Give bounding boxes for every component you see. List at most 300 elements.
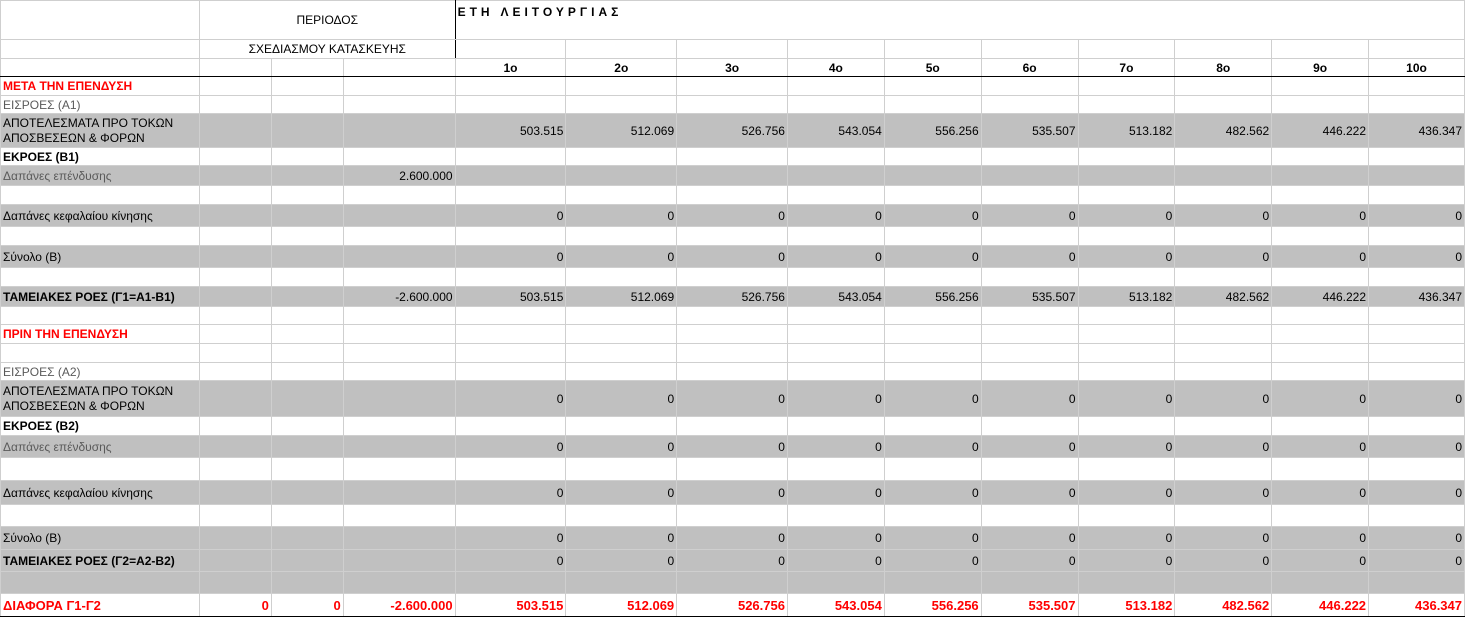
cell[interactable] xyxy=(566,227,677,246)
value-cell[interactable]: 436.347 xyxy=(1369,287,1465,307)
year-cell[interactable]: 7ο xyxy=(1078,59,1175,77)
value-cell[interactable]: 0 xyxy=(981,246,1078,268)
cell[interactable] xyxy=(787,96,884,114)
cell[interactable] xyxy=(199,227,271,246)
cell[interactable] xyxy=(884,96,981,114)
value-cell[interactable]: 0 xyxy=(455,205,566,227)
cell[interactable] xyxy=(1175,77,1272,96)
cell[interactable] xyxy=(199,186,271,205)
cell[interactable] xyxy=(1369,572,1465,594)
cell[interactable] xyxy=(1078,572,1175,594)
value-cell[interactable]: 535.507 xyxy=(981,594,1078,617)
value-cell[interactable]: 446.222 xyxy=(1272,287,1369,307)
cell[interactable] xyxy=(566,505,677,527)
cell[interactable] xyxy=(787,186,884,205)
value-cell[interactable]: 0 xyxy=(787,205,884,227)
cell[interactable] xyxy=(1272,77,1369,96)
value-cell[interactable]: 0 xyxy=(1272,550,1369,572)
outflows-label[interactable]: ΕΚΡΟΕΣ (Β1) xyxy=(1,148,200,166)
cell[interactable] xyxy=(981,186,1078,205)
cell[interactable] xyxy=(271,166,343,186)
cell[interactable] xyxy=(343,114,455,148)
cell[interactable] xyxy=(1078,325,1175,344)
cell[interactable] xyxy=(199,114,271,148)
cell[interactable] xyxy=(343,268,455,287)
cell[interactable] xyxy=(1,1,200,40)
cell[interactable] xyxy=(199,527,271,550)
cell[interactable] xyxy=(1272,344,1369,363)
cell[interactable] xyxy=(1078,344,1175,363)
cell[interactable] xyxy=(1369,166,1465,186)
cell[interactable] xyxy=(271,96,343,114)
results-label[interactable] xyxy=(1,381,200,417)
cell[interactable] xyxy=(981,268,1078,287)
cell[interactable] xyxy=(884,40,981,59)
cell[interactable] xyxy=(199,344,271,363)
cell[interactable] xyxy=(271,481,343,505)
cell[interactable] xyxy=(455,325,566,344)
value-cell[interactable]: 0 xyxy=(1175,527,1272,550)
cell[interactable] xyxy=(566,77,677,96)
value-cell[interactable]: 0 xyxy=(677,205,788,227)
period-header[interactable] xyxy=(199,1,455,40)
cell[interactable] xyxy=(1,572,200,594)
cell[interactable] xyxy=(884,458,981,481)
value-cell[interactable]: 0 xyxy=(1175,205,1272,227)
cell[interactable] xyxy=(343,417,455,436)
cell[interactable] xyxy=(199,268,271,287)
cell[interactable] xyxy=(1175,572,1272,594)
cell[interactable] xyxy=(566,40,677,59)
cell[interactable] xyxy=(1272,96,1369,114)
cell[interactable] xyxy=(677,186,788,205)
total-label[interactable]: Σύνολο (Β) xyxy=(1,527,200,550)
cell[interactable] xyxy=(343,77,455,96)
cell[interactable] xyxy=(787,268,884,287)
cell[interactable] xyxy=(455,148,566,166)
cell[interactable] xyxy=(1175,325,1272,344)
cell[interactable] xyxy=(787,77,884,96)
cell[interactable] xyxy=(199,307,271,325)
cell[interactable] xyxy=(1369,186,1465,205)
cell[interactable] xyxy=(199,166,271,186)
cell[interactable] xyxy=(271,59,343,77)
cell[interactable] xyxy=(199,417,271,436)
value-cell[interactable]: 0 xyxy=(884,481,981,505)
cell[interactable] xyxy=(1369,77,1465,96)
cell[interactable] xyxy=(787,227,884,246)
cell[interactable] xyxy=(343,59,455,77)
cell[interactable] xyxy=(455,166,566,186)
cell[interactable] xyxy=(1175,344,1272,363)
value-cell[interactable]: 0 xyxy=(1272,527,1369,550)
cell[interactable] xyxy=(1,458,200,481)
cell[interactable] xyxy=(1175,148,1272,166)
cell[interactable] xyxy=(343,186,455,205)
cell[interactable] xyxy=(1272,363,1369,381)
year-cell[interactable]: 5ο xyxy=(884,59,981,77)
cell[interactable] xyxy=(884,186,981,205)
value-cell[interactable]: 0 xyxy=(1078,481,1175,505)
value-cell[interactable]: 0 xyxy=(677,481,788,505)
value-cell[interactable]: 436.347 xyxy=(1369,594,1465,617)
value-cell[interactable]: 0 xyxy=(1369,381,1465,417)
value-cell[interactable]: 0 xyxy=(981,205,1078,227)
cell[interactable] xyxy=(884,417,981,436)
cell[interactable] xyxy=(884,344,981,363)
cell[interactable] xyxy=(566,268,677,287)
cell[interactable] xyxy=(884,363,981,381)
value-cell[interactable]: 0 xyxy=(787,550,884,572)
value-cell[interactable]: 0 xyxy=(455,527,566,550)
cell[interactable] xyxy=(1369,363,1465,381)
cell[interactable] xyxy=(1369,268,1465,287)
cell[interactable] xyxy=(981,40,1078,59)
cell[interactable] xyxy=(787,166,884,186)
cell[interactable] xyxy=(981,227,1078,246)
value-cell[interactable]: 513.182 xyxy=(1078,594,1175,617)
cell[interactable] xyxy=(271,527,343,550)
cell[interactable] xyxy=(677,96,788,114)
cell[interactable] xyxy=(1369,148,1465,166)
cell[interactable] xyxy=(343,505,455,527)
inflows-label[interactable]: ΕΙΣΡΟΕΣ (Α2) xyxy=(1,363,200,381)
cell[interactable] xyxy=(566,417,677,436)
cell[interactable] xyxy=(677,572,788,594)
cell[interactable] xyxy=(981,166,1078,186)
cell[interactable] xyxy=(566,166,677,186)
value-cell[interactable]: 535.507 xyxy=(981,287,1078,307)
cell[interactable] xyxy=(566,572,677,594)
cell[interactable] xyxy=(677,148,788,166)
cell[interactable] xyxy=(199,287,271,307)
cell[interactable] xyxy=(884,307,981,325)
value-cell[interactable]: 0 xyxy=(455,246,566,268)
value-cell[interactable]: 446.222 xyxy=(1272,594,1369,617)
cell[interactable] xyxy=(1272,227,1369,246)
cell[interactable] xyxy=(199,246,271,268)
years-header[interactable] xyxy=(455,1,1464,40)
value-cell[interactable]: 0 xyxy=(1272,481,1369,505)
value-cell[interactable]: 0 xyxy=(1078,205,1175,227)
year-cell[interactable]: 1ο xyxy=(455,59,566,77)
cell[interactable] xyxy=(566,307,677,325)
cell[interactable] xyxy=(677,363,788,381)
cell[interactable] xyxy=(455,186,566,205)
value-cell[interactable]: 0 xyxy=(1175,436,1272,458)
cell[interactable] xyxy=(566,96,677,114)
value-cell[interactable]: 0 xyxy=(455,550,566,572)
value-cell[interactable]: 0 xyxy=(981,527,1078,550)
cell[interactable] xyxy=(1272,40,1369,59)
value-cell[interactable]: 0 xyxy=(566,381,677,417)
cell[interactable] xyxy=(1272,148,1369,166)
cell[interactable] xyxy=(566,148,677,166)
cell[interactable] xyxy=(343,572,455,594)
cell[interactable] xyxy=(677,458,788,481)
value-cell[interactable]: -2.600.000 xyxy=(343,594,455,617)
inflows-label[interactable]: ΕΙΣΡΟΕΣ (Α1) xyxy=(1,96,200,114)
value-cell[interactable]: 512.069 xyxy=(566,594,677,617)
cell[interactable] xyxy=(1078,166,1175,186)
cell[interactable] xyxy=(271,505,343,527)
cell[interactable] xyxy=(787,363,884,381)
cell[interactable] xyxy=(1369,417,1465,436)
cell[interactable] xyxy=(677,325,788,344)
cell[interactable] xyxy=(1369,227,1465,246)
cell[interactable] xyxy=(271,417,343,436)
value-cell[interactable]: 0 xyxy=(1078,527,1175,550)
cell[interactable] xyxy=(1078,458,1175,481)
cell[interactable] xyxy=(566,325,677,344)
cell[interactable] xyxy=(343,205,455,227)
cell[interactable] xyxy=(981,148,1078,166)
cell[interactable] xyxy=(271,148,343,166)
cell[interactable] xyxy=(271,77,343,96)
value-cell[interactable]: 0 xyxy=(787,246,884,268)
cell[interactable] xyxy=(677,505,788,527)
value-cell[interactable]: 0 xyxy=(566,205,677,227)
cell[interactable] xyxy=(566,363,677,381)
cell[interactable] xyxy=(1272,186,1369,205)
value-cell[interactable]: 0 xyxy=(1369,481,1465,505)
value-cell[interactable]: 0 xyxy=(1369,550,1465,572)
value-cell[interactable]: 0 xyxy=(199,594,271,617)
value-cell[interactable]: 0 xyxy=(1078,246,1175,268)
working-label[interactable]: Δαπάνες κεφαλαίου κίνησης xyxy=(1,481,200,505)
cell[interactable] xyxy=(343,550,455,572)
value-cell[interactable]: 503.515 xyxy=(455,114,566,148)
value-cell[interactable]: 436.347 xyxy=(1369,114,1465,148)
value-cell[interactable]: 526.756 xyxy=(677,114,788,148)
cell[interactable] xyxy=(787,572,884,594)
cell[interactable] xyxy=(677,40,788,59)
cell[interactable] xyxy=(199,77,271,96)
value-cell[interactable]: 0 xyxy=(455,381,566,417)
cell[interactable] xyxy=(1369,344,1465,363)
cell[interactable] xyxy=(343,325,455,344)
cell[interactable] xyxy=(981,96,1078,114)
section-title-after[interactable]: ΜΕΤΑ ΤΗΝ ΕΠΕΝΔΥΣΗ xyxy=(1,77,200,96)
cell[interactable] xyxy=(199,436,271,458)
cell[interactable] xyxy=(271,114,343,148)
value-cell[interactable]: 0 xyxy=(566,246,677,268)
cell[interactable] xyxy=(455,227,566,246)
value-cell[interactable]: 0 xyxy=(884,246,981,268)
cell[interactable] xyxy=(1175,458,1272,481)
cell[interactable] xyxy=(787,344,884,363)
value-cell[interactable]: 0 xyxy=(1369,436,1465,458)
cell[interactable] xyxy=(199,205,271,227)
cell[interactable] xyxy=(271,458,343,481)
cell[interactable] xyxy=(1175,227,1272,246)
cell[interactable] xyxy=(1272,505,1369,527)
cell[interactable] xyxy=(884,227,981,246)
cell[interactable] xyxy=(884,166,981,186)
cell[interactable] xyxy=(455,96,566,114)
cell[interactable] xyxy=(566,344,677,363)
cell[interactable] xyxy=(271,307,343,325)
value-cell[interactable]: 0 xyxy=(787,436,884,458)
cell[interactable] xyxy=(677,417,788,436)
value-cell[interactable]: 446.222 xyxy=(1272,114,1369,148)
cell[interactable] xyxy=(981,363,1078,381)
value-cell[interactable]: 0 xyxy=(884,381,981,417)
cash-label[interactable]: ΤΑΜΕΙΑΚΕΣ ΡΟΕΣ (Γ2=Α2-Β2) xyxy=(1,550,200,572)
cell[interactable] xyxy=(677,344,788,363)
cell[interactable] xyxy=(199,148,271,166)
cell[interactable] xyxy=(787,307,884,325)
investment-label[interactable]: Δαπάνες επένδυσης xyxy=(1,166,200,186)
value-cell[interactable]: 0 xyxy=(566,550,677,572)
cell[interactable] xyxy=(1272,307,1369,325)
cell[interactable] xyxy=(271,205,343,227)
cell[interactable] xyxy=(1078,77,1175,96)
cell[interactable] xyxy=(1078,363,1175,381)
cell[interactable] xyxy=(455,505,566,527)
year-cell[interactable]: 10ο xyxy=(1369,59,1465,77)
value-cell[interactable]: 0 xyxy=(1272,436,1369,458)
value-cell[interactable]: 0 xyxy=(566,527,677,550)
value-cell[interactable]: 512.069 xyxy=(566,287,677,307)
cell[interactable] xyxy=(1,186,200,205)
value-cell[interactable]: 526.756 xyxy=(677,287,788,307)
value-cell[interactable]: 503.515 xyxy=(455,287,566,307)
cell[interactable] xyxy=(787,325,884,344)
cell[interactable] xyxy=(677,307,788,325)
cell[interactable] xyxy=(271,436,343,458)
year-cell[interactable]: 6ο xyxy=(981,59,1078,77)
cell[interactable] xyxy=(455,40,566,59)
cell[interactable] xyxy=(884,268,981,287)
construction-header[interactable] xyxy=(199,40,455,59)
value-cell[interactable]: 513.182 xyxy=(1078,287,1175,307)
value-cell[interactable]: 0 xyxy=(981,550,1078,572)
cell[interactable] xyxy=(981,325,1078,344)
cash-label[interactable]: ΤΑΜΕΙΑΚΕΣ ΡΟΕΣ (Γ1=Α1-Β1) xyxy=(1,287,200,307)
working-label[interactable]: Δαπάνες κεφαλαίου κίνησης xyxy=(1,205,200,227)
cell[interactable] xyxy=(884,325,981,344)
cell[interactable] xyxy=(271,186,343,205)
value-cell[interactable]: 512.069 xyxy=(566,114,677,148)
cell[interactable] xyxy=(981,307,1078,325)
cell[interactable] xyxy=(1175,505,1272,527)
cell[interactable] xyxy=(199,505,271,527)
cell[interactable] xyxy=(1,307,200,325)
cell[interactable] xyxy=(343,227,455,246)
value-cell[interactable]: 0 xyxy=(677,246,788,268)
value-cell[interactable]: 543.054 xyxy=(787,287,884,307)
cell[interactable] xyxy=(677,166,788,186)
cell[interactable] xyxy=(1078,268,1175,287)
cell[interactable] xyxy=(1369,96,1465,114)
value-cell[interactable]: 0 xyxy=(1175,246,1272,268)
year-cell[interactable]: 3ο xyxy=(677,59,788,77)
value-cell[interactable]: 0 xyxy=(884,550,981,572)
cell[interactable] xyxy=(271,550,343,572)
cell[interactable] xyxy=(343,148,455,166)
cell[interactable] xyxy=(884,505,981,527)
cell[interactable] xyxy=(1175,268,1272,287)
investment-label[interactable]: Δαπάνες επένδυσης xyxy=(1,436,200,458)
cell[interactable] xyxy=(343,363,455,381)
year-cell[interactable]: 9ο xyxy=(1272,59,1369,77)
value-cell[interactable]: 526.756 xyxy=(677,594,788,617)
cell[interactable] xyxy=(271,227,343,246)
cell[interactable] xyxy=(343,481,455,505)
value-cell[interactable]: 513.182 xyxy=(1078,114,1175,148)
cell[interactable] xyxy=(1272,166,1369,186)
value-cell[interactable]: 0 xyxy=(884,436,981,458)
total-label[interactable]: Σύνολο (Β) xyxy=(1,246,200,268)
cell[interactable] xyxy=(455,268,566,287)
cell[interactable] xyxy=(1,227,200,246)
cell[interactable] xyxy=(271,325,343,344)
value-cell[interactable]: 0 xyxy=(787,481,884,505)
cell[interactable] xyxy=(199,572,271,594)
cell[interactable] xyxy=(271,572,343,594)
cell[interactable] xyxy=(1369,505,1465,527)
cell[interactable] xyxy=(455,77,566,96)
value-cell[interactable]: 0 xyxy=(981,381,1078,417)
cell[interactable] xyxy=(1078,96,1175,114)
value-cell[interactable]: 556.256 xyxy=(884,594,981,617)
value-cell[interactable]: -2.600.000 xyxy=(343,287,455,307)
cell[interactable] xyxy=(566,186,677,205)
cell[interactable] xyxy=(787,505,884,527)
cell[interactable] xyxy=(343,344,455,363)
cell[interactable] xyxy=(1078,148,1175,166)
cell[interactable] xyxy=(787,40,884,59)
cell[interactable] xyxy=(1078,417,1175,436)
cell[interactable] xyxy=(1272,268,1369,287)
cell[interactable] xyxy=(455,344,566,363)
cell[interactable] xyxy=(677,227,788,246)
cell[interactable] xyxy=(1369,307,1465,325)
value-cell[interactable]: 0 xyxy=(566,481,677,505)
cell[interactable] xyxy=(1272,417,1369,436)
cell[interactable] xyxy=(677,77,788,96)
cell[interactable] xyxy=(1078,227,1175,246)
cell[interactable] xyxy=(199,381,271,417)
value-cell[interactable]: 0 xyxy=(981,436,1078,458)
cell[interactable] xyxy=(199,96,271,114)
cell[interactable] xyxy=(884,77,981,96)
cell[interactable] xyxy=(271,246,343,268)
cell[interactable] xyxy=(343,527,455,550)
cell[interactable] xyxy=(271,268,343,287)
cell[interactable] xyxy=(455,417,566,436)
value-cell[interactable]: 0 xyxy=(677,550,788,572)
cell[interactable] xyxy=(343,458,455,481)
cell[interactable] xyxy=(1,59,200,77)
value-cell[interactable]: 0 xyxy=(1369,246,1465,268)
cell[interactable] xyxy=(981,344,1078,363)
value-cell[interactable]: 0 xyxy=(455,481,566,505)
value-cell[interactable]: 0 xyxy=(1175,481,1272,505)
cell[interactable] xyxy=(677,268,788,287)
year-cell[interactable]: 2ο xyxy=(566,59,677,77)
cell[interactable] xyxy=(271,363,343,381)
cell[interactable] xyxy=(343,381,455,417)
cell[interactable] xyxy=(1078,40,1175,59)
cell[interactable] xyxy=(199,481,271,505)
cell[interactable] xyxy=(343,246,455,268)
cell[interactable] xyxy=(1175,307,1272,325)
value-cell[interactable]: 543.054 xyxy=(787,594,884,617)
value-cell[interactable]: 0 xyxy=(884,527,981,550)
cell[interactable] xyxy=(1,505,200,527)
